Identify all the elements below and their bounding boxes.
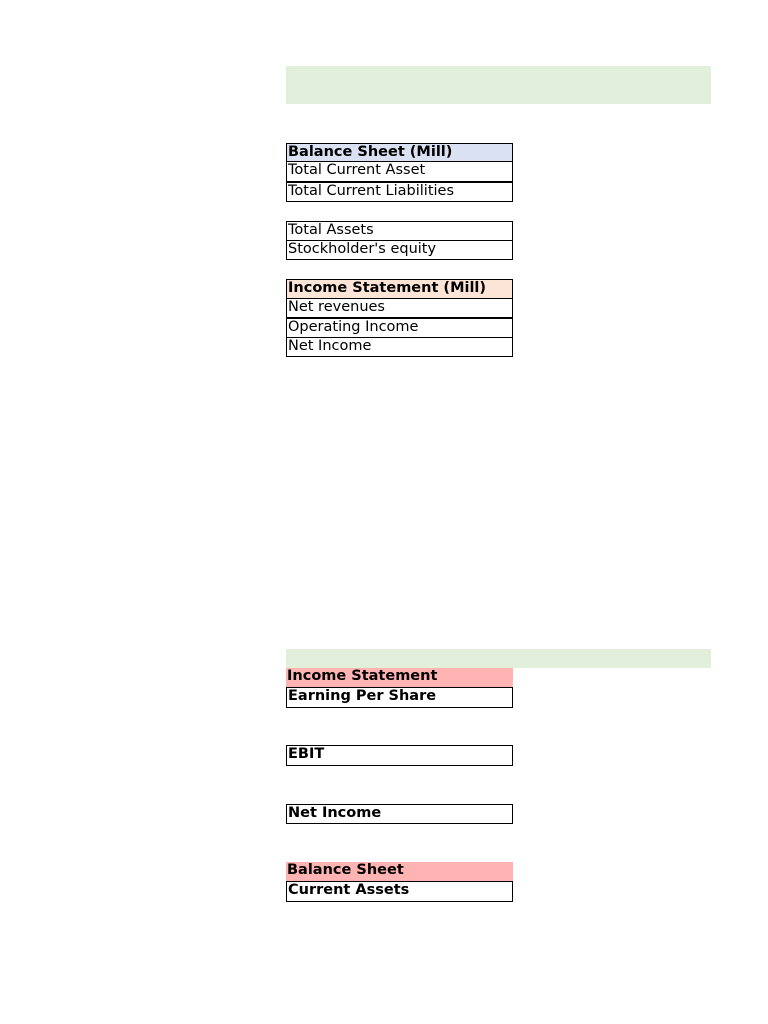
stockholders-equity-cell: Stockholder's equity: [286, 240, 513, 260]
earning-per-share-cell: Earning Per Share: [286, 687, 513, 708]
net-income-lower-cell: Net Income: [286, 804, 513, 824]
title-band: [286, 66, 711, 104]
income-statement-section-header: Income Statement: [286, 668, 513, 687]
ebit-cell: EBIT: [286, 745, 513, 766]
income-statement-header: Income Statement (Mill): [286, 279, 513, 299]
total-assets-cell: Total Assets: [286, 221, 513, 241]
net-income-cell: Net Income: [286, 337, 513, 357]
balance-sheet-section-header: Balance Sheet: [286, 862, 513, 881]
current-assets-cell: Current Assets: [286, 881, 513, 902]
balance-sheet-header: Balance Sheet (Mill): [286, 143, 513, 162]
total-current-liabilities-cell: Total Current Liabilities: [286, 182, 513, 202]
total-current-asset-cell: Total Current Asset: [286, 162, 513, 182]
section-band: [286, 649, 711, 668]
net-revenues-cell: Net revenues: [286, 298, 513, 318]
operating-income-cell: Operating Income: [286, 318, 513, 338]
